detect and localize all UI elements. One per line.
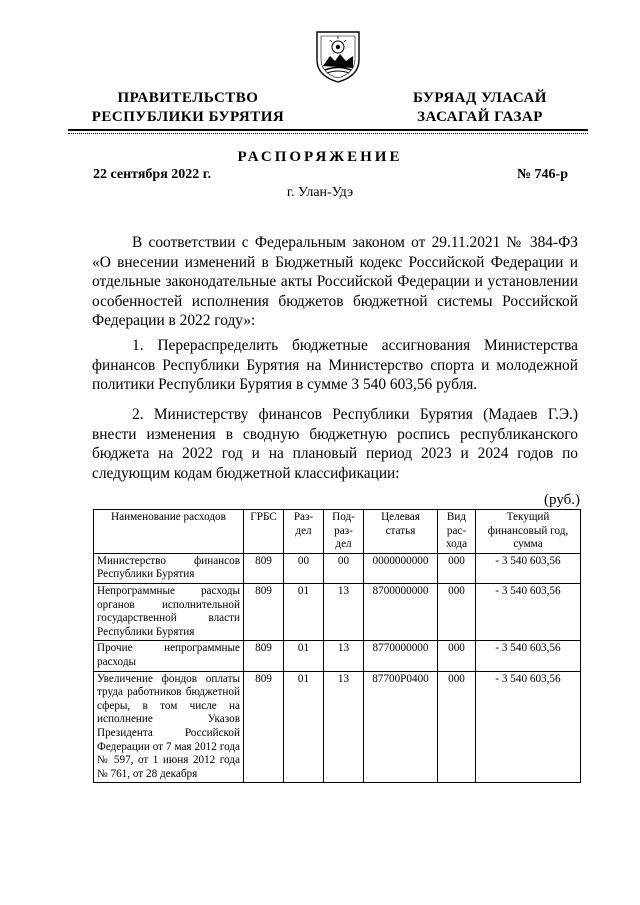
header-razdel: Раз-дел [284, 510, 324, 554]
currency-unit-label: (руб.) [544, 492, 580, 508]
budget-classification-table [93, 509, 581, 783]
row-sum: - 3 540 603,56 [476, 641, 581, 671]
table-row [94, 641, 581, 671]
row-name: Министерство финансов Республики Бурятия [94, 553, 244, 583]
row-target: 87700P0400 [364, 671, 438, 783]
government-name-buryat-line-2: ЗАСАГАЙ ГАЗАР [417, 109, 543, 125]
header-rule [68, 129, 588, 131]
row-vid: 000 [438, 641, 476, 671]
row-vid: 000 [438, 583, 476, 640]
header-grbs: ГРБС [244, 510, 284, 554]
row-grbs: 809 [244, 671, 284, 783]
row-podrazdel: 00 [324, 553, 364, 583]
table-row [94, 553, 581, 583]
row-podrazdel: 13 [324, 583, 364, 640]
header-dotted-rule [68, 133, 588, 134]
header-vid: Вид рас-хода [438, 510, 476, 554]
row-razdel: 00 [284, 553, 324, 583]
row-podrazdel: 13 [324, 641, 364, 671]
row-grbs: 809 [244, 641, 284, 671]
government-name-russian [86, 89, 290, 127]
item-1-paragraph: 1. Перераспределить бюджетные ассигнования Министерства финансов Республики Бурятия на Министерство спорта и молодежной политики Республики Бурятия в сумме 3 540 603,56 рубля. [92, 337, 578, 393]
row-target: 8700000000 [364, 583, 438, 640]
row-sum: - 3 540 603,56 [476, 671, 581, 783]
header-target: Целевая статья [364, 510, 438, 554]
row-razdel: 01 [284, 583, 324, 640]
header-podrazdel: Под-раз-дел [324, 510, 364, 554]
coat-of-arms-emblem [313, 28, 363, 84]
row-grbs: 809 [244, 553, 284, 583]
row-target: 8770000000 [364, 641, 438, 671]
row-vid: 000 [438, 671, 476, 783]
table-row [94, 671, 581, 783]
row-sum: - 3 540 603,56 [476, 553, 581, 583]
document-city: г. Улан-Удэ [286, 185, 354, 200]
item-2-paragraph: 2. Министерству финансов Республики Бурятия (Мадаев Г.Э.) внести изменения в сводную бюджетную роспись республиканского бюджета на 2022 год и на плановый период 2023 и 2024 годов по следующим кодам бюджетной классификации: [92, 406, 578, 482]
row-target: 0000000000 [364, 553, 438, 583]
government-name-buryat [400, 89, 560, 127]
government-name-buryat-line-1: БУРЯАД УЛАСАЙ [413, 90, 547, 106]
row-razdel: 01 [284, 641, 324, 671]
government-name-line-1: ПРАВИТЕЛЬСТВО [117, 90, 259, 106]
document-date: 22 сентября 2022 г. [93, 167, 212, 182]
row-name: Увеличение фондов оплаты труда работников бюджетной сферы, в том числе на исполнение Указов Президента Российской Федерации от 7 мая 2012 года № 597, от 1 июня 2012 года № 761, от 28 декабря [94, 671, 244, 783]
row-podrazdel: 13 [324, 671, 364, 783]
document-number: № 746-р [516, 167, 568, 182]
row-razdel: 01 [284, 671, 324, 783]
row-name: Прочие непрограммные расходы [94, 641, 244, 671]
header-name: Наименование расходов [94, 510, 244, 554]
header-sum: Текущий финансовый год, сумма [476, 510, 581, 554]
preamble-paragraph: В соответствии с Федеральным законом от 29.11.2021 № 384-ФЗ «О внесении изменений в Бюджетный кодекс Российской Федерации и отдельные законодательные акты Российской Федерации и установлении особенностей исполнения бюджетов бюджетной системы Российской Федерации в 2022 году»: [92, 234, 578, 329]
government-name-line-2: РЕСПУБЛИКИ БУРЯТИЯ [91, 109, 285, 125]
table-header-row [94, 510, 581, 554]
document-title: РАСПОРЯЖЕНИЕ [237, 149, 403, 165]
table-row [94, 583, 581, 640]
row-name: Непрограммные расходы органов исполнительной государственной власти Республики Бурятия [94, 583, 244, 640]
row-grbs: 809 [244, 583, 284, 640]
row-vid: 000 [438, 553, 476, 583]
row-sum: - 3 540 603,56 [476, 583, 581, 640]
